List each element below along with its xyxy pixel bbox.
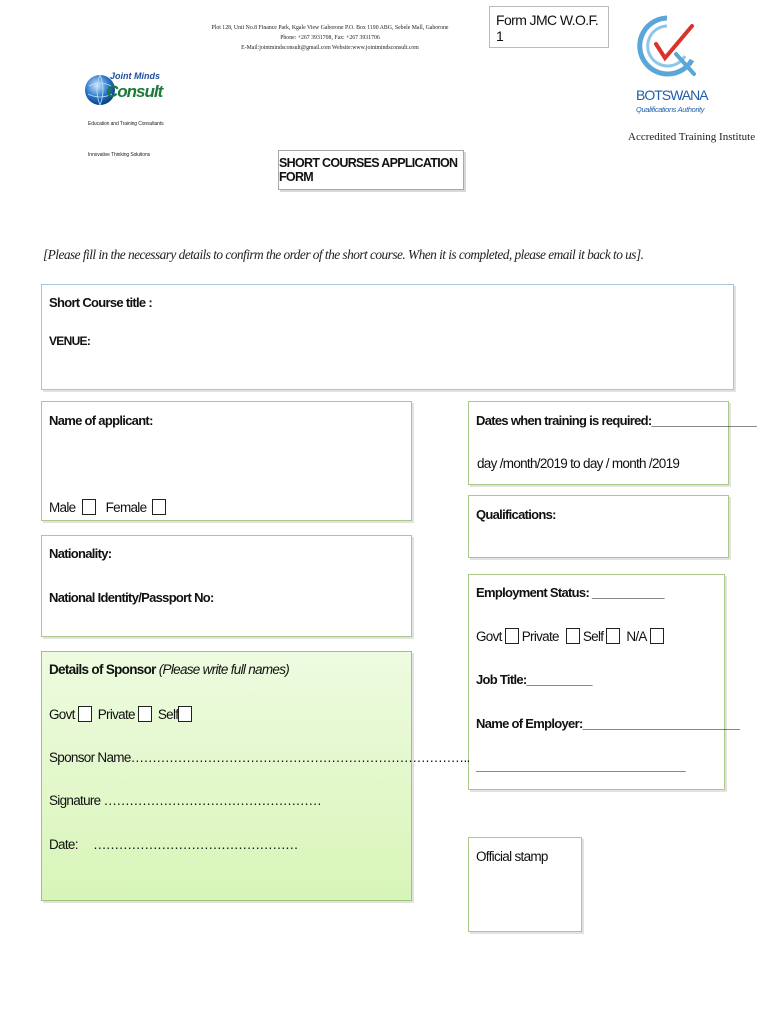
- employment-type-row: [476, 628, 667, 644]
- venue-field[interactable]: VENUE:: [49, 334, 91, 348]
- qualifications-field[interactable]: Qualifications:: [476, 507, 556, 522]
- applicant-section: [41, 401, 412, 521]
- form-code-box: [489, 6, 609, 48]
- female-label: Female: [105, 500, 147, 515]
- private-label: Private: [521, 629, 559, 644]
- phone-line: Phone: +267 3931708, Fax: +267 3931706: [280, 35, 380, 41]
- applicant-name-field[interactable]: Name of applicant:: [49, 413, 153, 428]
- tagline-education: Education and Training Consultants: [88, 121, 164, 127]
- sponsor-self-label: Self: [157, 707, 179, 722]
- sponsor-govt-label: Govt: [49, 707, 75, 722]
- joint-minds-logo: [84, 66, 163, 114]
- sponsor-heading: [49, 662, 289, 677]
- govt-label: Govt: [476, 629, 502, 644]
- logo-text-bottom: Consult: [106, 82, 163, 101]
- bqa-logo: [632, 14, 708, 120]
- dates-section: [468, 401, 757, 485]
- sponsor-date-field[interactable]: …………………………………………: [93, 837, 298, 852]
- logo-text-top: Joint Minds: [110, 71, 160, 81]
- form-title: SHORT COURSES APPLICATION FORM: [279, 156, 458, 184]
- employment-status-field[interactable]: Employment Status: ___________: [476, 585, 664, 600]
- bqa-text-bottom: Qualifications Authority: [636, 105, 705, 114]
- employment-section: [468, 574, 740, 790]
- sponsor-heading-note: (Please write full names): [158, 662, 290, 677]
- signature-field[interactable]: Signature ……………………………………………: [49, 793, 322, 808]
- private-checkbox[interactable]: [566, 628, 580, 644]
- email-line: E-Mail:jointmindsconsult@gmail.com Website:www.jointmindsconsult.com: [241, 45, 419, 51]
- course-title-field[interactable]: Short Course title :: [49, 295, 153, 310]
- qualifications-section: [468, 495, 729, 558]
- tagline-innovative: Innovative Thinking Solutions: [88, 152, 151, 158]
- self-label: Self: [582, 629, 604, 644]
- govt-checkbox[interactable]: [505, 628, 519, 644]
- gender-row: [49, 499, 169, 515]
- nationality-section: [41, 535, 412, 637]
- sponsor-type-row: [49, 706, 195, 722]
- na-checkbox[interactable]: [650, 628, 664, 644]
- company-address: [195, 23, 465, 53]
- sponsor-private-label: Private: [97, 707, 135, 722]
- employer-line[interactable]: ________________________________: [476, 758, 685, 773]
- sponsor-govt-checkbox[interactable]: [78, 706, 92, 722]
- training-dates-field[interactable]: Dates when training is required:________________: [476, 413, 757, 428]
- job-title-field[interactable]: Job Title:__________: [476, 672, 592, 687]
- na-label: N/A: [626, 629, 647, 644]
- sponsor-self-checkbox[interactable]: [178, 706, 192, 722]
- sponsor-date-label: Date:: [49, 837, 78, 852]
- accredited-label: Accredited Training Institute: [628, 131, 756, 143]
- address-line: Plot 128, Unit No.8 Finance Park, Kgale View Gaborone P.O. Box 1190 ABG, Sebele Mall, Gaborone: [211, 25, 449, 31]
- date-format-hint: day /month/2019 to day / month /2019: [477, 456, 680, 471]
- course-section: [41, 284, 734, 390]
- official-stamp-box: [468, 837, 582, 932]
- passport-field[interactable]: National Identity/Passport No:: [49, 590, 214, 605]
- female-checkbox[interactable]: [152, 499, 166, 515]
- sponsor-heading-label: Details of Sponsor: [49, 662, 156, 677]
- employer-field[interactable]: Name of Employer:________________________: [476, 716, 740, 731]
- form-code: Form JMC W.O.F. 1: [496, 12, 599, 44]
- male-label: Male: [49, 500, 76, 515]
- official-stamp-label: Official stamp: [476, 849, 548, 864]
- male-checkbox[interactable]: [82, 499, 96, 515]
- sponsor-private-checkbox[interactable]: [138, 706, 152, 722]
- instruction-text: [Please fill in the necessary details to confirm the order of the short course. When it is completed, please email it back to us].: [43, 247, 644, 262]
- form-title-box: [278, 150, 464, 190]
- self-checkbox[interactable]: [606, 628, 620, 644]
- bqa-text-top: BOTSWANA: [636, 87, 708, 103]
- nationality-field[interactable]: Nationality:: [49, 546, 112, 561]
- sponsor-section: [41, 651, 470, 901]
- sponsor-name-field[interactable]: Sponsor Name……………………………………………………………………..: [49, 750, 470, 765]
